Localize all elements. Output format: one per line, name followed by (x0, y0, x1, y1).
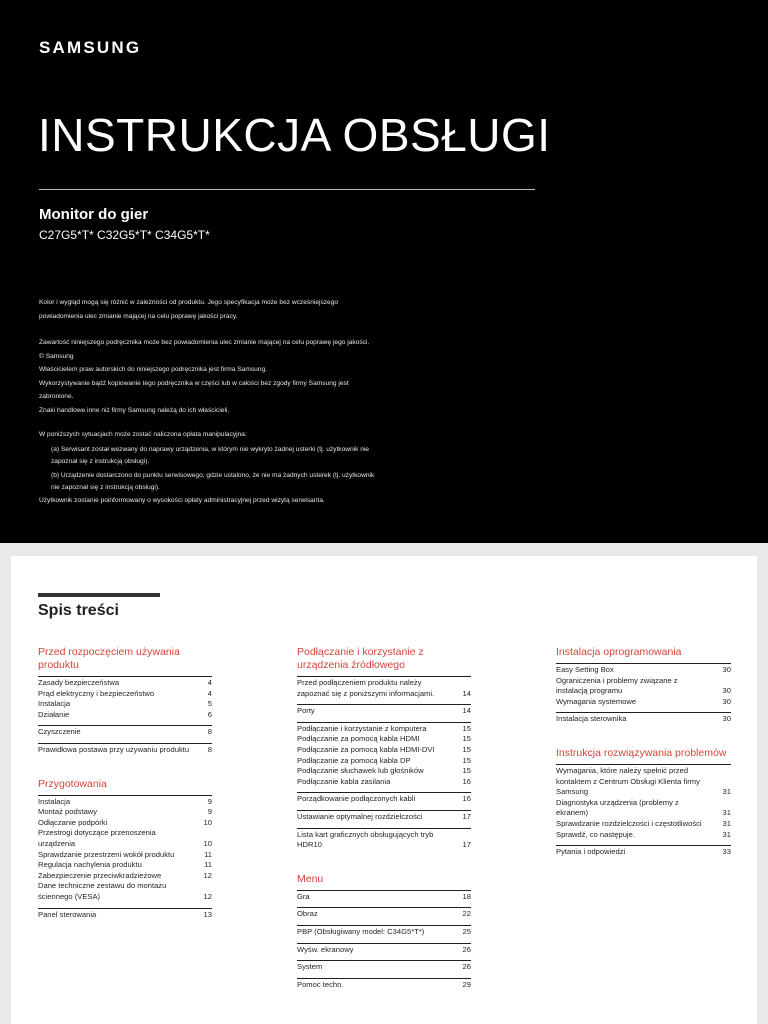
toc-entry-label: Zasady bezpieczeństwa (38, 678, 120, 687)
title-divider (39, 189, 535, 190)
toc-page-number: 8 (207, 727, 212, 737)
toc-page-number: 31 (722, 818, 731, 828)
toc-entry-label: Wymagania, które należy spełnić przed kontaktem z Centrum Obsługi Klienta firmy Samsung (556, 765, 700, 797)
toc-entry-label: Sprawdzanie przestrzeni wokół produktu (38, 849, 175, 859)
toc-entry[interactable] (38, 699, 212, 710)
toc-entry-group (38, 743, 212, 756)
toc-entry-label: Porty (297, 706, 315, 716)
toc-entry-group (38, 725, 212, 738)
toc-page-number: 4 (207, 678, 212, 687)
toc-entry[interactable] (297, 892, 471, 903)
toc-entry[interactable] (556, 665, 731, 676)
toc-entry-label: Zabezpieczenie przeciwkradzieżowe (38, 870, 162, 880)
toc-entry[interactable] (556, 847, 731, 858)
toc-entry[interactable] (297, 756, 471, 767)
toc-entry-label: Easy Setting Box (556, 665, 614, 674)
toc-page-number: 33 (722, 847, 731, 857)
toc-page-number: 26 (462, 962, 471, 972)
toc-page-number: 15 (462, 744, 471, 754)
toc-entry-group (38, 676, 212, 720)
toc-page-number: 14 (462, 688, 471, 698)
toc-entry-label: Przed podłączeniem produktu należy zapoznać się z poniższymi informacjami. (297, 678, 435, 698)
toc-page-number: 26 (462, 944, 471, 954)
toc-entry-label: Czyszczenie (38, 727, 81, 737)
toc-entry[interactable] (38, 689, 212, 700)
toc-entry-label: Działanie (38, 709, 70, 719)
toc-entry-label: Podłączanie słuchawek lub głośników (297, 766, 424, 776)
legal-notes (39, 296, 379, 507)
toc-entry[interactable] (556, 819, 731, 830)
toc-page-number: 9 (207, 796, 212, 806)
toc-entry[interactable] (297, 678, 471, 699)
toc-entry-label: Ustawianie optymalnej rozdzielczości (297, 811, 423, 821)
toc-entry[interactable] (297, 945, 471, 956)
toc-entry-label: Pytania i odpowiedzi (556, 847, 626, 857)
toc-entry-group (297, 722, 471, 788)
toc-entry[interactable] (297, 962, 471, 973)
toc-entry[interactable] (38, 727, 212, 738)
toc-entry[interactable] (38, 710, 212, 721)
toc-entry[interactable] (38, 828, 212, 849)
toc-entry[interactable] (38, 797, 212, 808)
toc-title: Spis treści (38, 602, 119, 619)
toc-page-number: 12 (203, 891, 212, 901)
note-text: Kolor i wygląd mogą się różnić w zależności od produktu. Jego specyfikacja może bez wcześniejszego powiadomienia ulec zmianie mającej na celu poprawę jakości pracy. (39, 299, 339, 320)
toc-page-number: 15 (462, 766, 471, 776)
toc-entry[interactable] (556, 766, 731, 798)
toc-entry-group (297, 925, 471, 938)
note-text: (a) Serwisant został wezwany do naprawy urządzenia, w którym nie wykryto żadnej usterki (tj. użytkownik nie zapoznał się z instrukcją obsługi). (51, 445, 370, 465)
toc-entry-label: Obraz (297, 909, 318, 919)
toc-entry-label: Podłączanie za pomocą kabla HDMI (297, 734, 420, 744)
toc-entry-label: PBP (Obsługiwany model: C34G5*T*) (297, 926, 425, 936)
toc-entry-group (297, 943, 471, 956)
toc-page-number: 11 (204, 849, 212, 859)
toc-entry[interactable] (297, 724, 471, 735)
toc-section-title[interactable]: Instalacja oprogramowania (556, 646, 682, 658)
toc-entry-group (556, 845, 731, 858)
note-text: W poniższych sytuacjach może zostać naliczona opłata manipulacyjna: (39, 431, 247, 438)
toc-entry-group (297, 828, 471, 851)
samsung-logo: SAMSUNG (39, 38, 142, 57)
toc-entry-label: Porządkowanie podłączonych kabli (297, 794, 416, 804)
toc-page-number: 15 (462, 734, 471, 744)
toc-column (556, 646, 731, 858)
toc-entry[interactable] (38, 871, 212, 882)
toc-page-number: 17 (462, 840, 471, 850)
toc-entry-label: Podłączanie i korzystanie z komputera (297, 723, 427, 733)
toc-entry-label: Instalacja sterownika (556, 714, 627, 724)
toc-entry-label: Prąd elektryczny i bezpieczeństwo (38, 688, 155, 698)
toc-page-number: 13 (203, 909, 212, 919)
toc-entry-group (297, 890, 471, 903)
toc-entry-label: System (297, 962, 323, 972)
toc-section-title[interactable]: Instrukcja rozwiązywania problemów (556, 746, 727, 759)
toc-entry-label: Sprawdź, co następuje. (556, 829, 635, 839)
toc-page-number: 8 (207, 744, 212, 754)
note-text: Właścicielem praw autorskich do niniejszego podręcznika jest firma Samsung. (39, 366, 267, 373)
toc-page-number: 15 (462, 723, 471, 733)
toc-entry[interactable] (556, 830, 731, 841)
note-text: (b) Urządzenie dostarczono do punktu serwisowego, gdzie ustalono, że nie ma żadnych usterek (tj. użytkownik nie zapoznał się z instrukcją obsługi). (51, 471, 375, 491)
toc-entry[interactable] (297, 927, 471, 938)
toc-entry[interactable] (38, 860, 212, 871)
toc-entry[interactable] (556, 697, 731, 708)
toc-entry-group (38, 908, 212, 921)
section-spacer (38, 756, 212, 778)
toc-entry-group (38, 795, 212, 903)
toc-entry[interactable] (297, 909, 471, 920)
toc-entry[interactable] (38, 850, 212, 861)
toc-entry-label: Przestrogi dotyczące przenoszenia urządzenia (38, 828, 156, 848)
toc-entry[interactable] (38, 807, 212, 818)
toc-page-number: 16 (462, 794, 471, 804)
toc-entry[interactable] (38, 881, 212, 902)
toc-page-number: 29 (462, 979, 471, 989)
toc-entry-label: Instalacja (38, 796, 71, 806)
toc-entry-label: Odłączanie podpórki (38, 817, 108, 827)
toc-entry[interactable] (556, 676, 731, 697)
toc-page-number: 12 (203, 870, 212, 880)
toc-entry[interactable] (556, 798, 731, 819)
toc-page-number: 4 (207, 688, 212, 698)
note-text: Zawartość niniejszego podręcznika może bez powiadomienia ulec zmianie mającej na celu poprawę jego jakości. (39, 339, 370, 346)
toc-entry-group (297, 704, 471, 717)
toc-entry[interactable] (38, 745, 212, 756)
toc-entry[interactable] (38, 678, 212, 689)
toc-entry[interactable] (297, 734, 471, 745)
toc-column (38, 646, 212, 920)
toc-entry-label: Wyśw. ekranowy (297, 944, 354, 954)
toc-page-number: 30 (722, 714, 731, 724)
toc-entry-label: Podłączanie kabla zasilania (297, 776, 391, 786)
toc-entry-label: Podłączanie za pomocą kabla DP (297, 755, 411, 765)
toc-page-number: 31 (722, 829, 731, 839)
toc-page-number: 10 (203, 817, 212, 827)
toc-page-number: 30 (722, 696, 731, 706)
toc-entry-label: Ograniczenia i problemy związane z instalacją programu (556, 675, 678, 696)
toc-entry-label: Diagnostyka urządzenia (problemy z ekranem) (556, 797, 679, 818)
toc-section-title[interactable]: Przygotowania (38, 777, 107, 790)
toc-heading-bar (38, 593, 160, 597)
toc-entry[interactable] (297, 830, 471, 851)
toc-page-number: 11 (204, 860, 212, 870)
toc-page-number: 9 (207, 807, 212, 817)
toc-page-number: 5 (207, 699, 212, 709)
toc-section-title[interactable]: Podłączanie i korzystanie z urządzenia źródłowego (297, 646, 424, 671)
toc-entry-label: Prawidłowa postawa przy używaniu produktu (38, 744, 190, 754)
toc-entry-label: Podłączanie za pomocą kabla HDMI-DVI (297, 744, 435, 754)
toc-entry-label: Wymagania systemowe (556, 696, 637, 706)
toc-page-number: 6 (207, 709, 212, 719)
toc-entry-label: Lista kart graficznych obsługujących tryb HDR10 (297, 829, 434, 850)
product-name: Monitor do gier (39, 206, 149, 223)
toc-page-number: 25 (462, 926, 471, 936)
toc-entry[interactable] (297, 745, 471, 756)
toc-page-number: 17 (462, 811, 471, 821)
toc-entry-group (297, 792, 471, 805)
toc-page-number: 22 (462, 909, 471, 919)
note-text: © Samsung (39, 352, 74, 360)
model-numbers: C27G5*T* C32G5*T* C34G5*T* (39, 228, 210, 242)
toc-page-number: 30 (722, 665, 731, 674)
toc-page-number: 14 (462, 706, 471, 716)
toc-entry-group (556, 663, 731, 707)
toc-entry-label: Montaż podstawy (38, 807, 98, 817)
toc-page-number: 31 (722, 808, 731, 818)
section-spacer (297, 851, 471, 873)
toc-page-number: 10 (203, 838, 212, 848)
toc-entry[interactable] (297, 706, 471, 717)
toc-entry-group (297, 960, 471, 973)
toc-entry-group (556, 712, 731, 725)
toc-section-title[interactable]: Menu (297, 872, 324, 885)
section-spacer (556, 725, 731, 747)
toc-entry[interactable] (297, 794, 471, 805)
toc-entry-group (297, 676, 471, 699)
toc-entry-label: Sprawdzanie rozdzielczości i częstotliwości (556, 818, 702, 828)
note-text: Znaki handlowe inne niż firmy Samsung należą do ich właścicieli. (39, 406, 230, 414)
toc-entry[interactable] (297, 777, 471, 788)
toc-entry-label: Regulacja nachylenia produktu (38, 860, 142, 870)
toc-entry[interactable] (297, 980, 471, 991)
toc-entry-group (556, 764, 731, 840)
toc-entry-label: Pomoc techn. (297, 979, 344, 989)
toc-entry[interactable] (38, 910, 212, 921)
toc-page-number: 31 (722, 787, 731, 797)
toc-entry[interactable] (38, 818, 212, 829)
toc-section-title[interactable]: Przed rozpoczęciem używania produktu (38, 646, 180, 671)
toc-page-number: 30 (722, 686, 731, 696)
toc-page-number: 15 (462, 755, 471, 765)
toc-entry[interactable] (556, 714, 731, 725)
note-text: Wykorzystywanie bądź kopiowanie tego podręcznika w części lub w całości bez zgody firmy Samsung jest zabronione. (39, 379, 349, 400)
toc-page-number: 16 (462, 776, 471, 786)
toc-entry[interactable] (297, 766, 471, 777)
toc-entry-label: Instalacja (38, 699, 71, 709)
toc-entry-group (297, 810, 471, 823)
toc-page (11, 556, 757, 1024)
toc-page-number: 18 (462, 891, 471, 901)
toc-entry-label: Panel sterowania (38, 909, 97, 919)
toc-entry-label: Gra (297, 891, 310, 901)
toc-entry[interactable] (297, 812, 471, 823)
toc-entry-label: Dane techniczne zestawu do montażu ściennego (VESA) (38, 881, 167, 901)
manual-title: INSTRUKCJA OBSŁUGI (38, 109, 551, 161)
toc-column (297, 646, 471, 990)
toc-entry-group (297, 978, 471, 991)
note-text: Użytkownik zostanie poinformowany o wysokości opłaty administracyjnej przed wizytą serwisanta. (39, 496, 325, 504)
toc-entry-group (297, 907, 471, 920)
